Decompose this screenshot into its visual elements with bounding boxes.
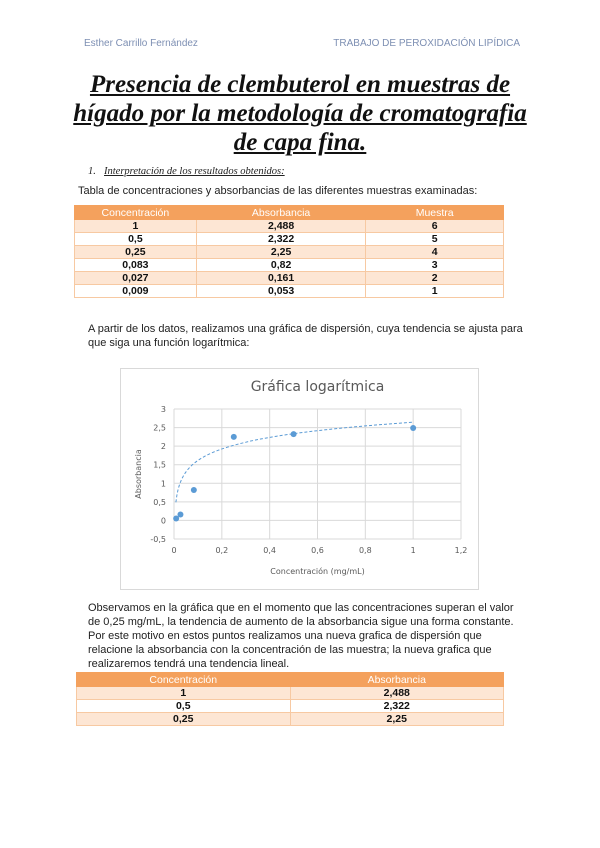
- table-cell: 0,25: [75, 246, 197, 259]
- y-tick-label: 1,5: [153, 460, 166, 470]
- table-cell: 4: [366, 246, 504, 259]
- table-cell: 0,053: [196, 285, 366, 298]
- table-cell: 2,488: [196, 220, 366, 233]
- page-title: [70, 70, 530, 157]
- table-cell: 2,25: [196, 246, 366, 259]
- paragraph-2-line-4: relacione la absorbancia con la concentración de las muestra; la nueva grafica que: [88, 644, 492, 656]
- selected-points-table: [76, 672, 504, 726]
- x-tick-label: 0,8: [358, 546, 372, 555]
- column-header: Absorbancia: [290, 673, 504, 687]
- table-row: [77, 713, 504, 726]
- y-tick-label: -0,5: [150, 535, 166, 544]
- table-cell: 0,161: [196, 272, 366, 285]
- column-header: Absorbancia: [196, 206, 366, 220]
- table-row: [77, 687, 504, 700]
- y-tick-label: 2: [160, 442, 166, 452]
- section-title: Interpretación de los resultados obtenidos:: [104, 166, 285, 177]
- table-cell: 0,027: [75, 272, 197, 285]
- table-cell: 0,82: [196, 259, 366, 272]
- title-line-2: hígado por la metodología de cromatografia: [73, 100, 527, 127]
- table-header-row: [75, 206, 504, 220]
- paragraph-1-line-1: A partir de los datos, realizamos una gráfica de dispersión, cuya tendencia se ajusta para: [88, 323, 523, 335]
- table-row: [75, 272, 504, 285]
- x-tick-label: 1: [410, 546, 416, 555]
- table-cell: 2,322: [196, 233, 366, 246]
- table-cell: 2: [366, 272, 504, 285]
- table-row: [75, 259, 504, 272]
- chart-svg: [121, 369, 478, 589]
- y-tick-label: 1: [160, 479, 166, 489]
- table-row: [77, 700, 504, 713]
- table-cell: 1: [77, 687, 291, 700]
- concentration-table: [74, 205, 504, 298]
- paragraph-2-line-1: Observamos en la gráfica que en el momento que las concentraciones superan el valor: [88, 602, 514, 614]
- paragraph-2-line-2: de 0,25 mg/mL, la tendencia de aumento de la absorbancia sigue una forma constante.: [88, 616, 514, 628]
- table-cell: 0,25: [77, 713, 291, 726]
- data-point: [291, 431, 297, 437]
- intro-text: Tabla de concentraciones y absorbancias de las diferentes muestras examinadas:: [78, 185, 478, 197]
- table-cell: 2,322: [290, 700, 504, 713]
- table-cell: 0,5: [77, 700, 291, 713]
- paragraph-1-line-2: que siga una función logarítmica:: [88, 337, 250, 349]
- header-project: TRABAJO DE PEROXIDACIÓN LIPÍDICA: [333, 38, 520, 49]
- table-cell: 0,083: [75, 259, 197, 272]
- paragraph-1: [88, 322, 538, 350]
- x-axis-label: Concentración (mg/mL): [270, 567, 365, 576]
- data-point: [191, 487, 197, 493]
- section-heading: [88, 166, 285, 177]
- y-tick-label: 2,5: [153, 423, 166, 433]
- x-tick-label: 0,2: [215, 546, 229, 555]
- y-tick-label: 0,5: [153, 497, 166, 507]
- title-line-3: de capa fina.: [233, 129, 367, 156]
- section-number: 1.: [88, 166, 96, 177]
- table-cell: 0,5: [75, 233, 197, 246]
- x-tick-label: 1,2: [454, 546, 468, 555]
- table-cell: 2,488: [290, 687, 504, 700]
- y-tick-label: 3: [160, 405, 166, 414]
- paragraph-2: [88, 601, 538, 671]
- paragraph-2-line-3: Por este motivo en estos puntos realizamos una nueva grafica de dispersión que: [88, 630, 482, 642]
- x-tick-label: 0,6: [311, 546, 324, 555]
- table-row: [75, 220, 504, 233]
- table-cell: 3: [366, 259, 504, 272]
- data-point: [231, 434, 237, 440]
- table-row: [75, 285, 504, 298]
- log-chart: [120, 368, 479, 590]
- column-header: Concentración: [77, 673, 291, 687]
- y-tick-label: 0: [160, 516, 166, 526]
- data-point: [410, 425, 416, 431]
- data-point: [173, 515, 179, 521]
- x-tick-label: 0: [171, 546, 177, 555]
- header-author: Esther Carrillo Fernández: [84, 38, 198, 49]
- y-axis-label: Absorbancia: [134, 449, 143, 499]
- chart-title: Gráfica logarítmica: [250, 379, 385, 395]
- table-cell: 5: [366, 233, 504, 246]
- paragraph-2-line-5: realizaremos tendrá una tendencia lineal.: [88, 658, 290, 670]
- table-cell: 0,009: [75, 285, 197, 298]
- column-header: Concentración: [75, 206, 197, 220]
- table-cell: 1: [366, 285, 504, 298]
- table-cell: 1: [75, 220, 197, 233]
- title-line-1: Presencia de clembuterol en muestras de: [89, 71, 511, 98]
- table-row: [75, 233, 504, 246]
- table-cell: 2,25: [290, 713, 504, 726]
- table-header-row: [77, 673, 504, 687]
- column-header: Muestra: [366, 206, 504, 220]
- x-tick-label: 0,4: [263, 546, 277, 555]
- table-cell: 6: [366, 220, 504, 233]
- table-row: [75, 246, 504, 259]
